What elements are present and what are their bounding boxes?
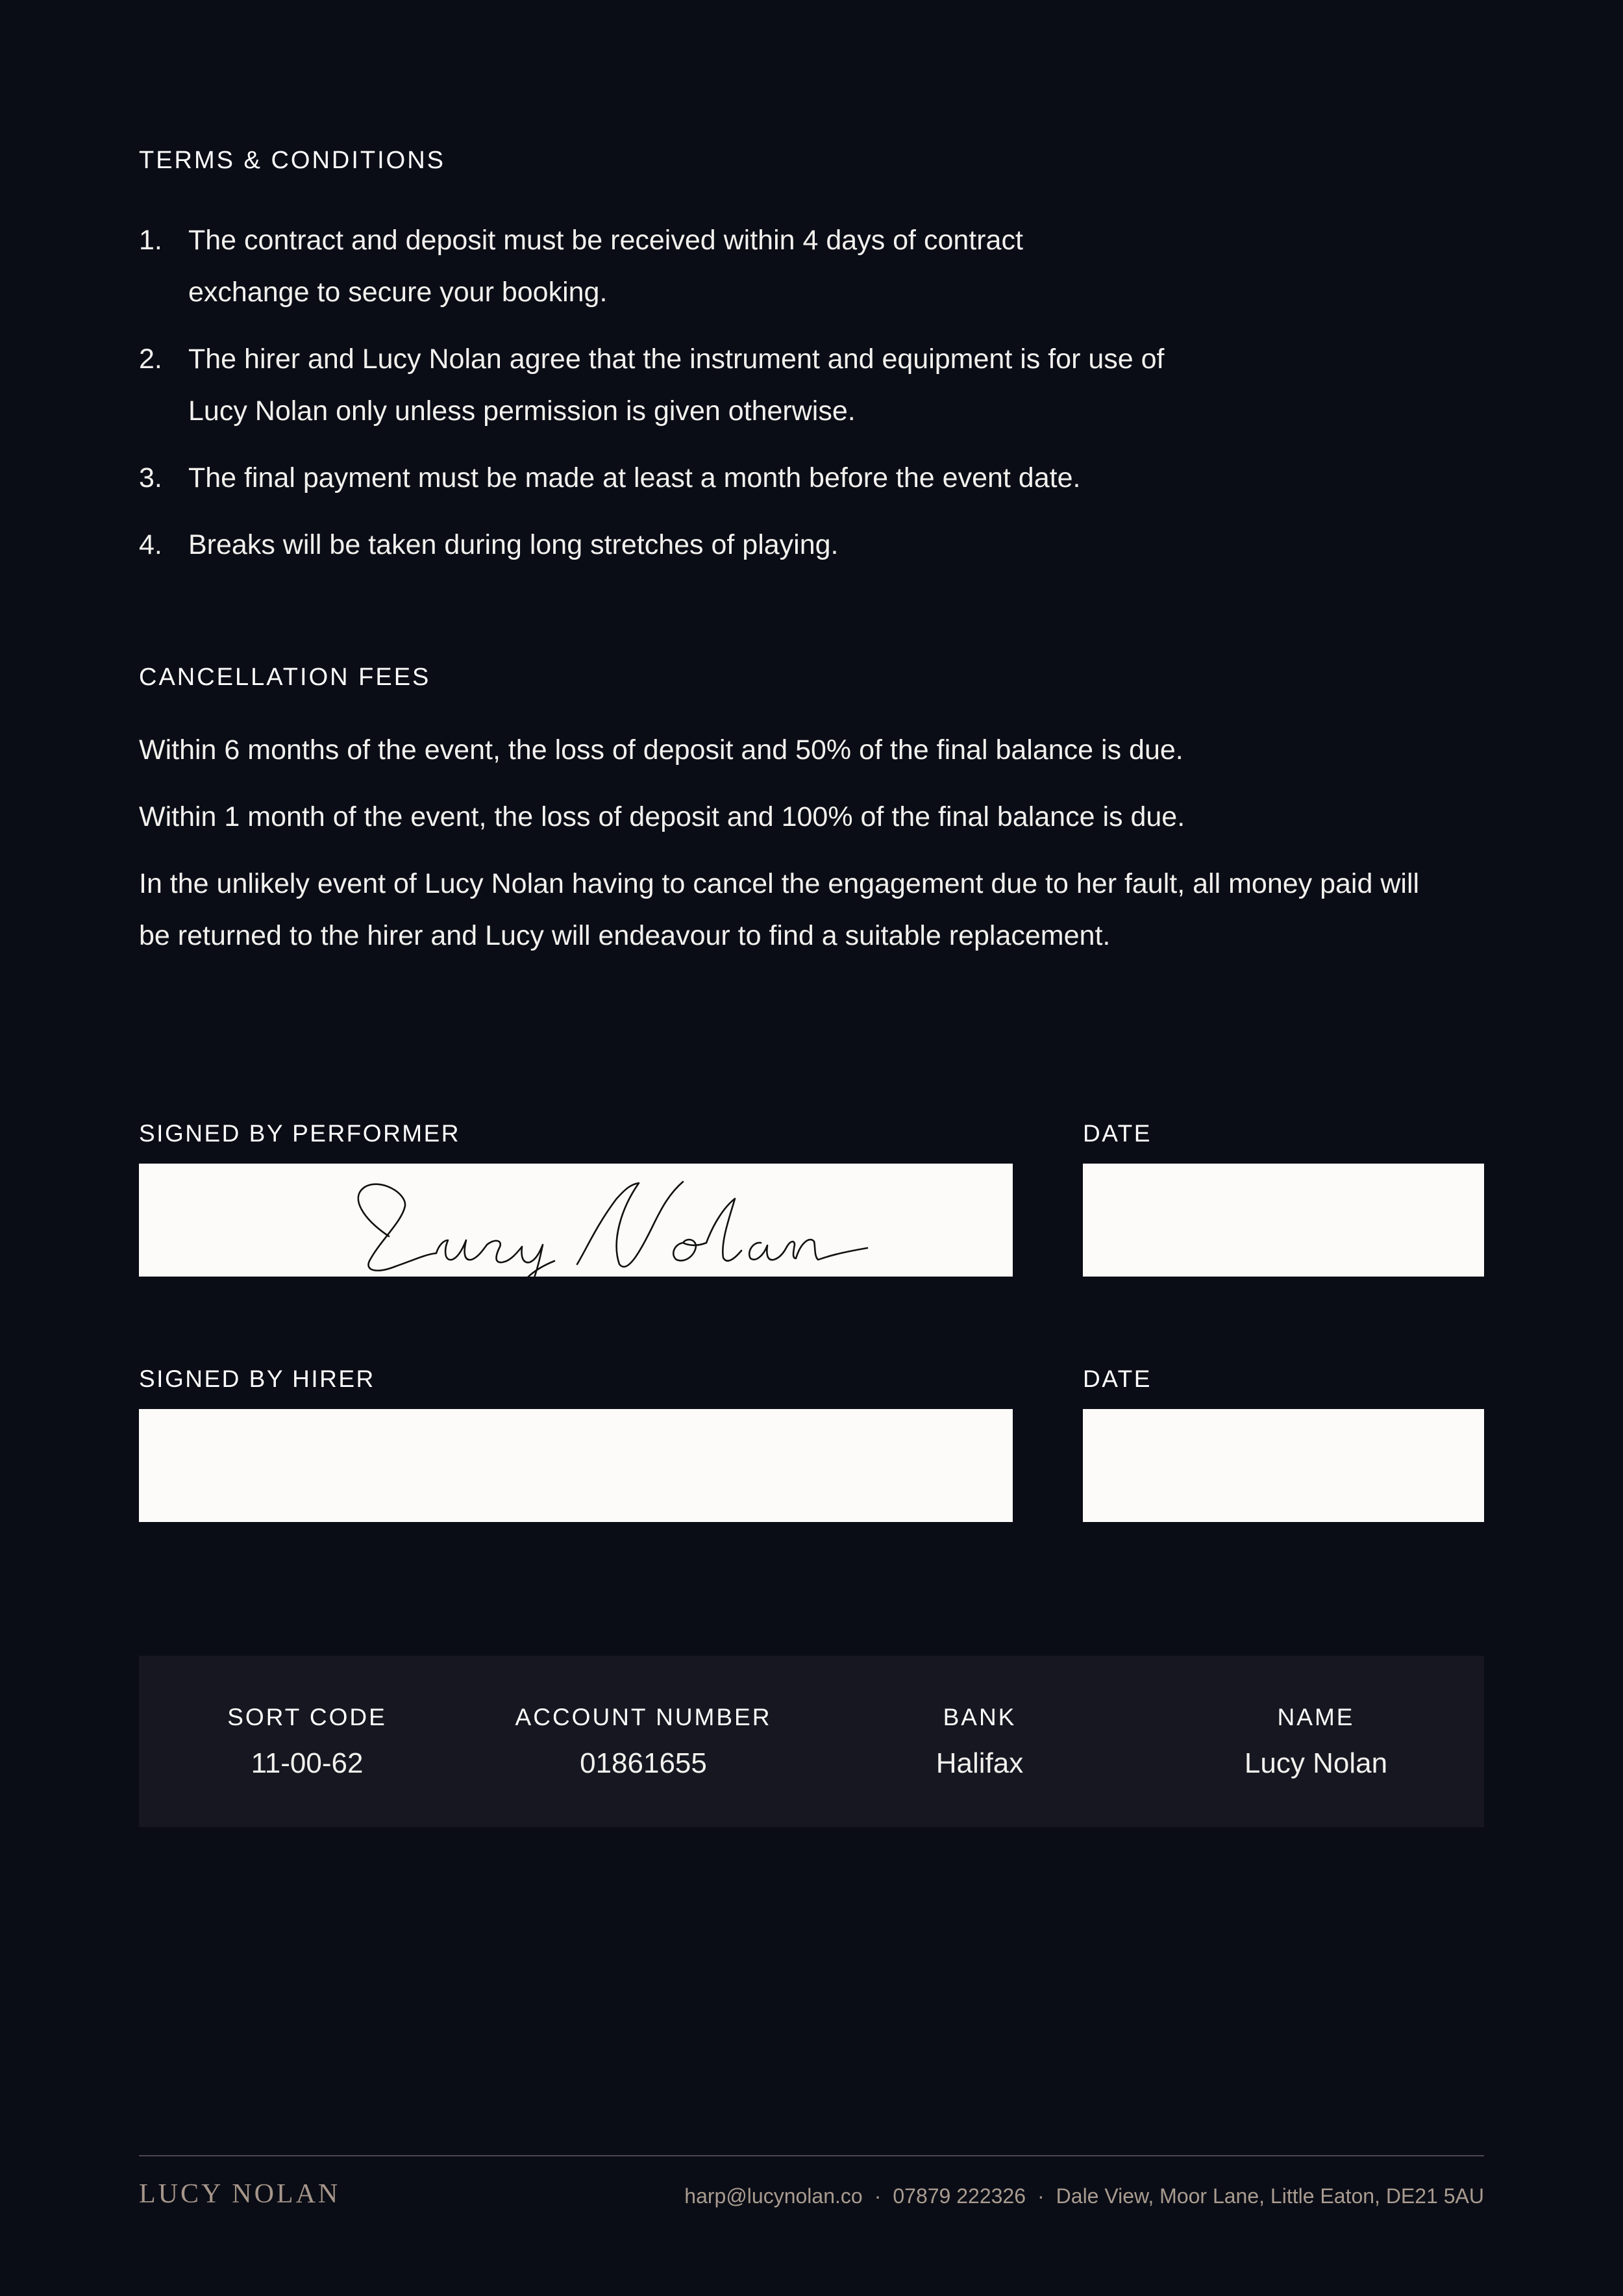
account-number-value: 01861655	[580, 1747, 707, 1779]
terms-item-number: 4.	[139, 529, 162, 560]
terms-item	[139, 452, 1178, 504]
bank-details-panel	[139, 1656, 1484, 1827]
terms-item-text: The final payment must be made at least a month before the event date.	[188, 462, 1081, 493]
terms-item	[139, 333, 1178, 437]
footer-separator: ·	[1037, 2184, 1045, 2208]
footer-address: Dale View, Moor Lane, Little Eaton, DE21 5AU	[1056, 2184, 1484, 2208]
performer-signature-label: SIGNED BY PERFORMER	[139, 1120, 461, 1147]
cancellation-fees	[139, 724, 1437, 977]
terms-item-text: Breaks will be taken during long stretches of playing.	[188, 529, 839, 560]
cancellation-paragraph: In the unlikely event of Lucy Nolan having to cancel the engagement due to her fault, all money paid will be returned to the hirer and Lucy will endeavour to find a suitable replacement.	[139, 868, 1420, 951]
performer-date-field[interactable]	[1083, 1164, 1484, 1277]
account-number-label: ACCOUNT NUMBER	[515, 1704, 772, 1730]
hirer-date-label: DATE	[1083, 1366, 1152, 1392]
footer-logo: LUCY NOLAN	[139, 2179, 341, 2209]
cancellation-paragraph: Within 6 months of the event, the loss of deposit and 50% of the final balance is due.	[139, 734, 1183, 766]
hirer-date-field[interactable]	[1083, 1409, 1484, 1522]
terms-item-text: The contract and deposit must be received within 4 days of contract exchange to secure your booking.	[188, 225, 1023, 308]
footer-contact	[684, 2186, 1484, 2206]
footer-separator: ·	[874, 2184, 882, 2208]
sort-code-label: SORT CODE	[227, 1704, 387, 1730]
hirer-signature-label: SIGNED BY HIRER	[139, 1366, 375, 1392]
terms-heading: TERMS & CONDITIONS	[139, 147, 446, 174]
terms-item-number: 2.	[139, 343, 162, 375]
sort-code-value: 11-00-62	[251, 1747, 364, 1779]
performer-date-label: DATE	[1083, 1120, 1152, 1147]
contract-page	[139, 0, 1484, 2296]
terms-item-text: The hirer and Lucy Nolan agree that the instrument and equipment is for use of Lucy Nolan only unless permission is given otherwise.	[188, 343, 1165, 427]
terms-list	[139, 214, 1178, 586]
terms-item-number: 3.	[139, 462, 162, 493]
footer-email-link[interactable]: harp@lucynolan.co	[684, 2184, 863, 2208]
account-name-value: Lucy Nolan	[1244, 1747, 1388, 1779]
cancellation-paragraph: Within 1 month of the event, the loss of deposit and 100% of the final balance is due.	[139, 801, 1185, 832]
account-name-label: NAME	[1277, 1704, 1355, 1730]
bank-label: BANK	[943, 1704, 1017, 1730]
bank-value: Halifax	[935, 1747, 1024, 1779]
terms-item	[139, 519, 1178, 571]
hirer-signature-field[interactable]	[139, 1409, 1013, 1522]
footer-divider	[139, 2155, 1484, 2156]
terms-item-number: 1.	[139, 225, 162, 256]
cancellation-heading: CANCELLATION FEES	[139, 664, 431, 691]
performer-signature-field[interactable]	[139, 1164, 1013, 1277]
footer-phone-link[interactable]: 07879 222326	[893, 2184, 1026, 2208]
performer-signature-image	[139, 1164, 1013, 1277]
terms-item	[139, 214, 1178, 318]
